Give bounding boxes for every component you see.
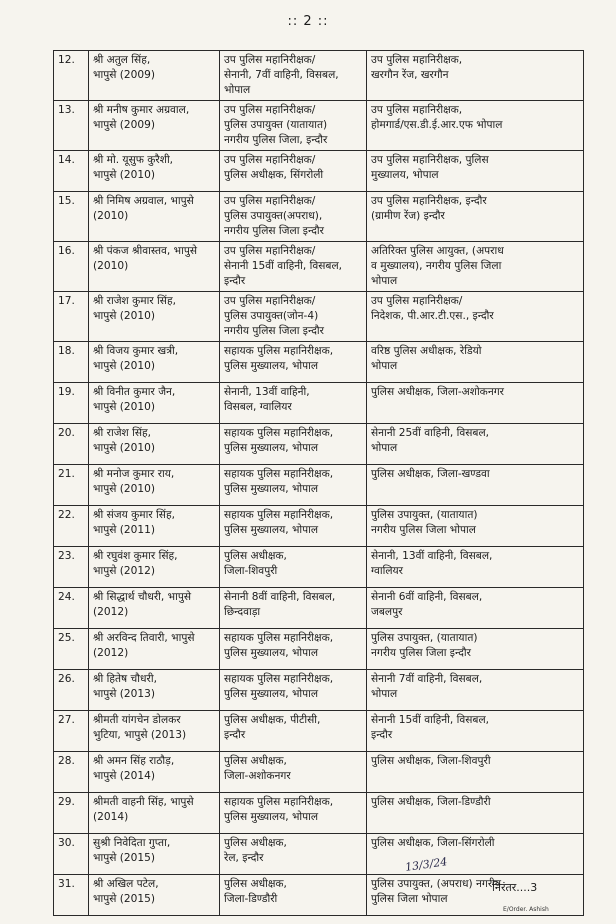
- officer-name-cell: श्री मो. यूसुफ कुरैशी, भापुसे (2010): [89, 151, 220, 192]
- serial-number-cell: 26.: [54, 670, 89, 711]
- officer-name-cell: श्री राजेश सिंह, भापुसे (2010): [89, 424, 220, 465]
- table-row: [54, 51, 584, 101]
- current-posting-cell: पुलिस अधीक्षक, पीटीसी, इन्दौर: [220, 711, 367, 752]
- transfer-table: [53, 50, 584, 916]
- table-row: [54, 629, 584, 670]
- officer-name-cell: श्री अतुल सिंह, भापुसे (2009): [89, 51, 220, 101]
- serial-number-cell: 14.: [54, 151, 89, 192]
- officer-name-cell: श्री निमिष अग्रवाल, भापुसे (2010): [89, 192, 220, 242]
- serial-number-cell: 22.: [54, 506, 89, 547]
- new-posting-cell: उप पुलिस महानिरीक्षक, होमगार्ड/एस.डी.ई.आर.एफ भोपाल: [367, 101, 584, 151]
- page-number: :: 2 ::: [287, 14, 329, 29]
- current-posting-cell: सेनानी, 13वीं वाहिनी, विसबल, ग्वालियर: [220, 383, 367, 424]
- table-row: [54, 793, 584, 834]
- new-posting-cell: पुलिस अधीक्षक, जिला-अशोकनगर: [367, 383, 584, 424]
- serial-number-cell: 18.: [54, 342, 89, 383]
- new-posting-cell: सेनानी 15वीं वाहिनी, विसबल, इन्दौर: [367, 711, 584, 752]
- current-posting-cell: सेनानी 8वीं वाहिनी, विसबल, छिन्दवाड़ा: [220, 588, 367, 629]
- table-row: [54, 342, 584, 383]
- current-posting-cell: उप पुलिस महानिरीक्षक/ पुलिस उपायुक्त(जोन-4) नगरीय पुलिस जिला इन्दौर: [220, 292, 367, 342]
- table-row: [54, 465, 584, 506]
- serial-number-cell: 13.: [54, 101, 89, 151]
- current-posting-cell: सहायक पुलिस महानिरीक्षक, पुलिस मुख्यालय, भोपाल: [220, 670, 367, 711]
- current-posting-cell: सहायक पुलिस महानिरीक्षक, पुलिस मुख्यालय, भोपाल: [220, 506, 367, 547]
- table-row: [54, 506, 584, 547]
- table-row: [54, 670, 584, 711]
- current-posting-cell: उप पुलिस महानिरीक्षक/ पुलिस उपायुक्त (यातायात) नगरीय पुलिस जिला, इन्दौर: [220, 101, 367, 151]
- transfer-table-body: [54, 51, 584, 916]
- handwritten-signature: 13/3/24: [404, 855, 449, 874]
- officer-name-cell: श्री विनीत कुमार जैन, भापुसे (2010): [89, 383, 220, 424]
- serial-number-cell: 30.: [54, 834, 89, 875]
- current-posting-cell: उप पुलिस महानिरीक्षक/ सेनानी, 7वीं वाहिनी, विसबल, भोपाल: [220, 51, 367, 101]
- current-posting-cell: सहायक पुलिस महानिरीक्षक, पुलिस मुख्यालय, भोपाल: [220, 793, 367, 834]
- new-posting-cell: वरिष्ठ पुलिस अधीक्षक, रेडियो भोपाल: [367, 342, 584, 383]
- new-posting-cell: पुलिस अधीक्षक, जिला-शिवपुरी: [367, 752, 584, 793]
- new-posting-cell: उप पुलिस महानिरीक्षक, खरगौन रेंज, खरगौन: [367, 51, 584, 101]
- table-row: [54, 383, 584, 424]
- new-posting-cell: उप पुलिस महानिरीक्षक, पुलिस मुख्यालय, भोपाल: [367, 151, 584, 192]
- table-row: [54, 588, 584, 629]
- serial-number-cell: 19.: [54, 383, 89, 424]
- serial-number-cell: 23.: [54, 547, 89, 588]
- current-posting-cell: सहायक पुलिस महानिरीक्षक, पुलिस मुख्यालय, भोपाल: [220, 342, 367, 383]
- order-mark: E/Order. Ashish: [503, 906, 549, 913]
- current-posting-cell: पुलिस अधीक्षक, रेल, इन्दौर: [220, 834, 367, 875]
- serial-number-cell: 28.: [54, 752, 89, 793]
- serial-number-cell: 15.: [54, 192, 89, 242]
- new-posting-cell: सेनानी, 13वीं वाहिनी, विसबल, ग्वालियर: [367, 547, 584, 588]
- current-posting-cell: सहायक पुलिस महानिरीक्षक, पुलिस मुख्यालय, भोपाल: [220, 424, 367, 465]
- officer-name-cell: श्री रघुवंश कुमार सिंह, भापुसे (2012): [89, 547, 220, 588]
- officer-name-cell: श्री अमन सिंह राठौड़, भापुसे (2014): [89, 752, 220, 793]
- new-posting-cell: सेनानी 25वीं वाहिनी, विसबल, भोपाल: [367, 424, 584, 465]
- officer-name-cell: श्री पंकज श्रीवास्तव, भापुसे (2010): [89, 242, 220, 292]
- serial-number-cell: 12.: [54, 51, 89, 101]
- serial-number-cell: 20.: [54, 424, 89, 465]
- officer-name-cell: श्री विजय कुमार खत्री, भापुसे (2010): [89, 342, 220, 383]
- serial-number-cell: 16.: [54, 242, 89, 292]
- new-posting-cell: अतिरिक्त पुलिस आयुक्त, (अपराध व मुख्यालय), नगरीय पुलिस जिला भोपाल: [367, 242, 584, 292]
- new-posting-cell: सेनानी 6वीं वाहिनी, विसबल, जबलपुर: [367, 588, 584, 629]
- officer-name-cell: सुश्री निवेदिता गुप्ता, भापुसे (2015): [89, 834, 220, 875]
- new-posting-cell: पुलिस उपायुक्त, (अपराध) नगरीय पुलिस जिला भोपाल: [367, 875, 584, 916]
- current-posting-cell: सहायक पुलिस महानिरीक्षक, पुलिस मुख्यालय, भोपाल: [220, 629, 367, 670]
- new-posting-cell: पुलिस उपायुक्त, (यातायात) नगरीय पुलिस जिला भोपाल: [367, 506, 584, 547]
- new-posting-cell: उप पुलिस महानिरीक्षक, इन्दौर (ग्रामीण रेंज) इन्दौर: [367, 192, 584, 242]
- new-posting-cell: पुलिस अधीक्षक, जिला-खण्डवा: [367, 465, 584, 506]
- officer-name-cell: श्री मनोज कुमार राय, भापुसे (2010): [89, 465, 220, 506]
- new-posting-cell: पुलिस उपायुक्त, (यातायात) नगरीय पुलिस जिला इन्दौर: [367, 629, 584, 670]
- serial-number-cell: 17.: [54, 292, 89, 342]
- officer-name-cell: श्री राजेश कुमार सिंह, भापुसे (2010): [89, 292, 220, 342]
- table-row: [54, 101, 584, 151]
- table-row: [54, 424, 584, 465]
- officer-name-cell: श्री हितेष चौधरी, भापुसे (2013): [89, 670, 220, 711]
- new-posting-cell: सेनानी 7वीं वाहिनी, विसबल, भोपाल: [367, 670, 584, 711]
- current-posting-cell: पुलिस अधीक्षक, जिला-डिण्डौरी: [220, 875, 367, 916]
- current-posting-cell: उप पुलिस महानिरीक्षक/ पुलिस अधीक्षक, सिंगरोली: [220, 151, 367, 192]
- table-row: [54, 242, 584, 292]
- officer-name-cell: श्री अखिल पटेल, भापुसे (2015): [89, 875, 220, 916]
- serial-number-cell: 29.: [54, 793, 89, 834]
- table-row: [54, 547, 584, 588]
- table-row: [54, 151, 584, 192]
- current-posting-cell: सहायक पुलिस महानिरीक्षक, पुलिस मुख्यालय, भोपाल: [220, 465, 367, 506]
- serial-number-cell: 21.: [54, 465, 89, 506]
- new-posting-cell: पुलिस अधीक्षक, जिला-सिंगरोली: [367, 834, 584, 875]
- table-row: [54, 192, 584, 242]
- officer-name-cell: श्रीमती यांगचेन डोलकर भुटिया, भापुसे (2013): [89, 711, 220, 752]
- current-posting-cell: उप पुलिस महानिरीक्षक/ सेनानी 15वीं वाहिनी, विसबल, इन्दौर: [220, 242, 367, 292]
- serial-number-cell: 27.: [54, 711, 89, 752]
- continued-label: निरंतर....3: [492, 881, 538, 894]
- current-posting-cell: उप पुलिस महानिरीक्षक/ पुलिस उपायुक्त(अपराध), नगरीय पुलिस जिला इन्दौर: [220, 192, 367, 242]
- serial-number-cell: 25.: [54, 629, 89, 670]
- current-posting-cell: पुलिस अधीक्षक, जिला-शिवपुरी: [220, 547, 367, 588]
- table-row: [54, 834, 584, 875]
- officer-name-cell: श्रीमती वाहनी सिंह, भापुसे (2014): [89, 793, 220, 834]
- officer-name-cell: श्री मनीष कुमार अग्रवाल, भापुसे (2009): [89, 101, 220, 151]
- serial-number-cell: 31.: [54, 875, 89, 916]
- table-row: [54, 752, 584, 793]
- current-posting-cell: पुलिस अधीक्षक, जिला-अशोकनगर: [220, 752, 367, 793]
- new-posting-cell: उप पुलिस महानिरीक्षक/ निदेशक, पी.आर.टी.एस., इन्दौर: [367, 292, 584, 342]
- officer-name-cell: श्री संजय कुमार सिंह, भापुसे (2011): [89, 506, 220, 547]
- table-row: [54, 292, 584, 342]
- serial-number-cell: 24.: [54, 588, 89, 629]
- officer-name-cell: श्री अरविन्द तिवारी, भापुसे (2012): [89, 629, 220, 670]
- new-posting-cell: पुलिस अधीक्षक, जिला-डिण्डौरी: [367, 793, 584, 834]
- table-row: [54, 711, 584, 752]
- officer-name-cell: श्री सिद्धार्थ चौधरी, भापुसे (2012): [89, 588, 220, 629]
